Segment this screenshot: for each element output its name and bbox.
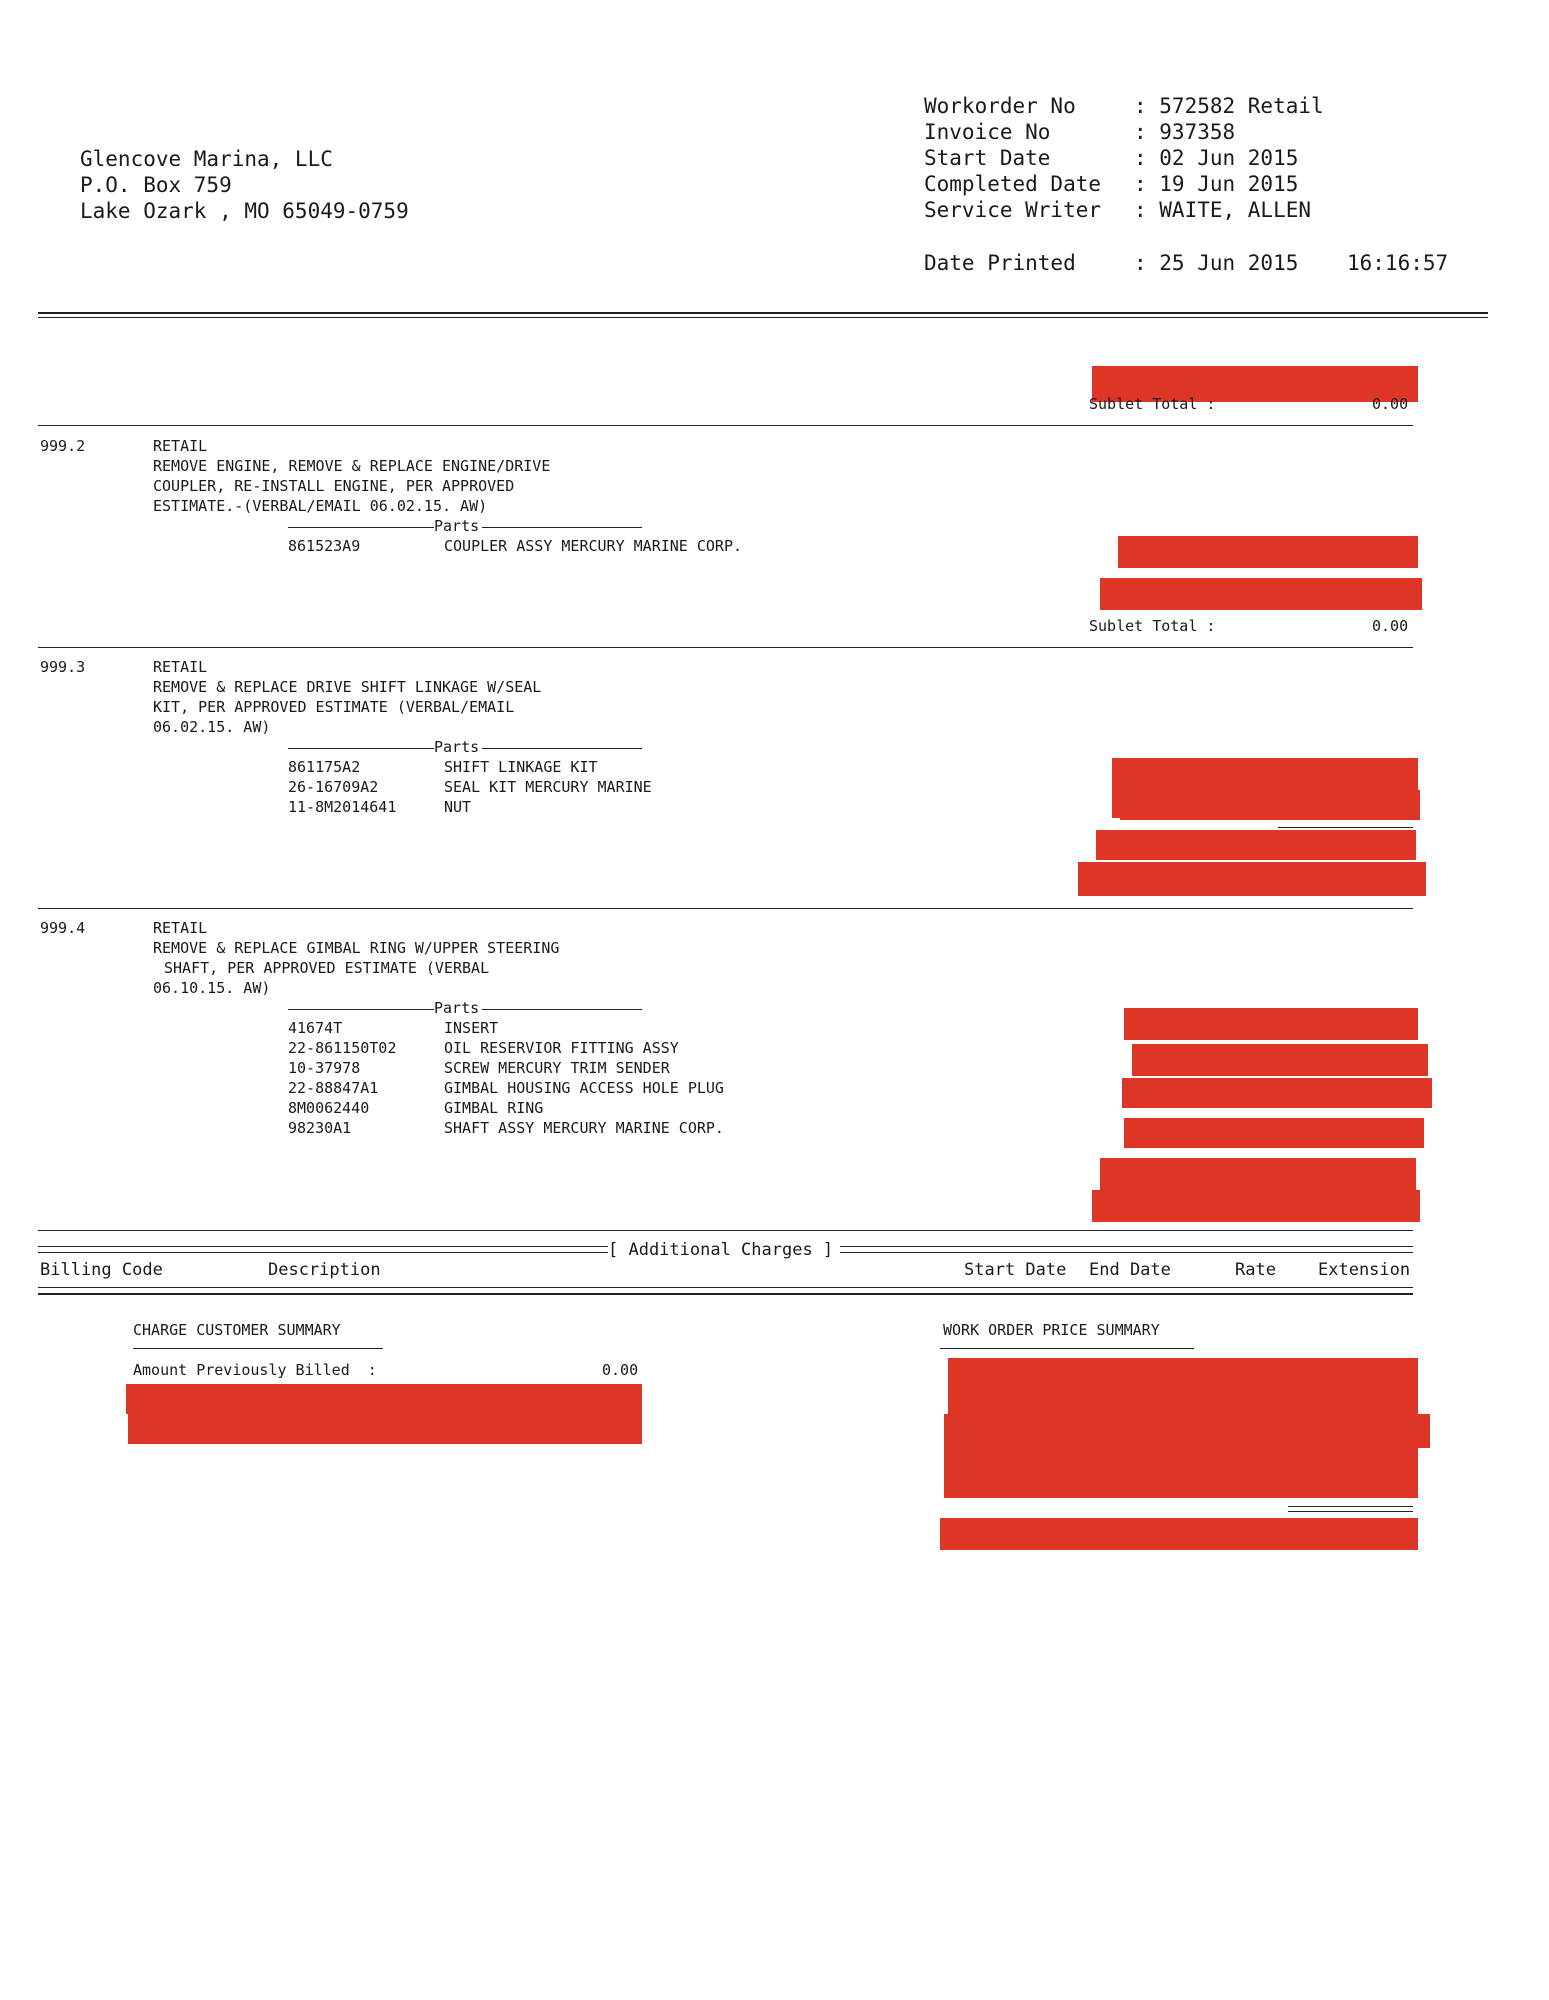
redaction-block	[948, 1358, 1418, 1416]
additional-charges-rule-left-lower	[38, 1252, 608, 1253]
job-number: 999.3	[40, 658, 86, 676]
job-type: RETAIL	[153, 437, 208, 455]
header-field-workorder: Workorder No : 572582 Retail	[924, 94, 1324, 118]
additional-charges-rule-right-lower	[840, 1252, 1413, 1253]
charge-customer-summary-title: CHARGE CUSTOMER SUMMARY	[133, 1321, 341, 1339]
job-number: 999.4	[40, 919, 86, 937]
header-field-service-writer: Service Writer : WAITE, ALLEN	[924, 198, 1312, 222]
job-description-line: REMOVE & REPLACE GIMBAL RING W/UPPER STEERING	[153, 939, 560, 957]
column-start-date: Start Date	[964, 1260, 1067, 1280]
summary-title-rule	[940, 1348, 1194, 1349]
summary-title-rule	[133, 1348, 383, 1349]
section-divider	[38, 647, 1413, 648]
redaction-block	[128, 1414, 642, 1444]
job-description-line: KIT, PER APPROVED ESTIMATE (VERBAL/EMAIL	[153, 698, 515, 716]
parts-rule-left	[288, 748, 434, 749]
job-description-line: 06.10.15. AW)	[153, 979, 271, 997]
parts-rule-left	[288, 1009, 434, 1010]
sublet-total-label: Sublet Total :	[1089, 617, 1216, 635]
column-header-rule	[38, 1287, 1413, 1288]
header-divider-secondary	[38, 317, 1488, 318]
additional-charges-rule-right	[840, 1246, 1413, 1247]
parts-label: Parts	[434, 517, 480, 535]
sublet-total-value: 0.00	[1372, 617, 1409, 635]
header-divider	[38, 312, 1488, 314]
parts-rule-left	[288, 527, 434, 528]
additional-charges-rule	[38, 1230, 1413, 1231]
header-field-completed-date: Completed Date : 19 Jun 2015	[924, 172, 1299, 196]
section-divider	[38, 908, 1413, 909]
redaction-block	[1120, 790, 1420, 820]
total-rule-lower	[1288, 1511, 1413, 1512]
redaction-block	[944, 1448, 1418, 1498]
additional-charges-title: [ Additional Charges ]	[608, 1240, 834, 1260]
job-description-line: REMOVE & REPLACE DRIVE SHIFT LINKAGE W/SEAL	[153, 678, 542, 696]
additional-charges-rule-left	[38, 1246, 608, 1247]
section-divider	[38, 425, 1413, 426]
redaction-block	[1096, 830, 1416, 860]
job-number: 999.2	[40, 437, 86, 455]
amount-previously-billed-value: 0.00	[602, 1361, 639, 1379]
redaction-block	[1124, 1008, 1418, 1040]
redaction-block	[1124, 1118, 1424, 1148]
job-description-line: REMOVE ENGINE, REMOVE & REPLACE ENGINE/DRIVE	[153, 457, 551, 475]
redaction-block	[940, 1518, 1418, 1550]
job-type: RETAIL	[153, 919, 208, 937]
redaction-block	[126, 1384, 642, 1414]
column-extension: Extension	[1318, 1260, 1411, 1280]
column-header-rule-lower	[38, 1293, 1413, 1295]
redaction-block	[1078, 862, 1426, 896]
work-order-price-summary-title: WORK ORDER PRICE SUMMARY	[943, 1321, 1160, 1339]
column-description: Description	[268, 1260, 381, 1280]
column-end-date: End Date	[1089, 1260, 1171, 1280]
header-field-start-date: Start Date : 02 Jun 2015	[924, 146, 1299, 170]
column-rate: Rate	[1235, 1260, 1276, 1280]
sublet-total-label: Sublet Total :	[1089, 395, 1216, 413]
parts-rule-right	[482, 1009, 642, 1010]
company-address-line2: Lake Ozark , MO 65049-0759	[80, 199, 409, 223]
parts-label: Parts	[434, 999, 480, 1017]
redaction-block	[1132, 1044, 1428, 1076]
redaction-block	[1100, 578, 1422, 610]
parts-rule-right	[482, 748, 642, 749]
header-field-invoice: Invoice No : 937358	[924, 120, 1236, 144]
total-rule	[1288, 1506, 1413, 1507]
amount-previously-billed-label: Amount Previously Billed :	[133, 1361, 377, 1379]
rule-fragment	[1278, 827, 1413, 828]
header-date-printed: Date Printed : 25 Jun 2015	[924, 251, 1299, 275]
job-type: RETAIL	[153, 658, 208, 676]
company-name: Glencove Marina, LLC	[80, 147, 333, 171]
sublet-total-value: 0.00	[1372, 395, 1409, 413]
company-address-line1: P.O. Box 759	[80, 173, 232, 197]
redaction-block	[1122, 1078, 1432, 1108]
job-description-line: ESTIMATE.-(VERBAL/EMAIL 06.02.15. AW)	[153, 497, 488, 515]
redaction-block	[1118, 536, 1418, 568]
parts-rule-right	[482, 527, 642, 528]
redaction-block	[1092, 1190, 1420, 1222]
parts-label: Parts	[434, 738, 480, 756]
redaction-block	[944, 1414, 1430, 1448]
job-description-line: COUPLER, RE-INSTALL ENGINE, PER APPROVED	[153, 477, 515, 495]
header-time-printed: 16:16:57	[1347, 251, 1449, 275]
job-description-line: 06.02.15. AW)	[153, 718, 271, 736]
job-description-line: SHAFT, PER APPROVED ESTIMATE (VERBAL	[164, 959, 490, 977]
column-billing-code: Billing Code	[40, 1260, 163, 1280]
